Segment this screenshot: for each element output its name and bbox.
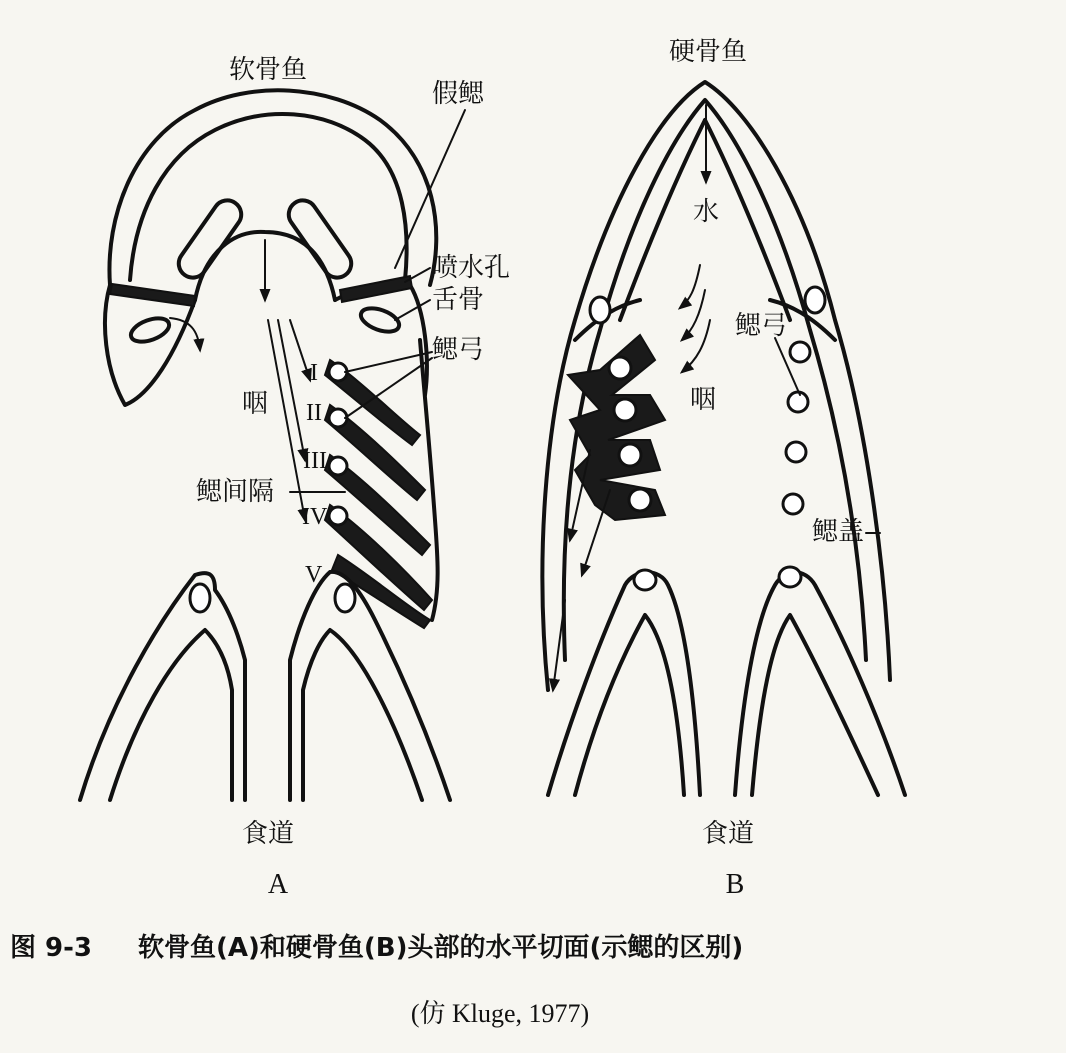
gill-arch-label-a: 鳃弓 — [432, 335, 485, 365]
esophagus-label-b: 食道 — [701, 819, 755, 849]
pharynx-flow-arrow-1 — [680, 265, 700, 308]
operculum-label: 鳃盖 — [812, 517, 865, 547]
bony-right-lower-wall-outer — [735, 572, 905, 795]
bony-left-lower-wall-outer — [548, 572, 700, 795]
roman-numeral-4: IV — [302, 504, 328, 530]
bony-left-lower-opening — [634, 570, 656, 590]
right-gill-arch-2 — [788, 392, 808, 412]
pseudobranch-leader — [395, 110, 465, 268]
pseudobranch-label: 假鳃 — [432, 79, 485, 109]
bony-upper-left-opening — [590, 297, 610, 323]
pharynx-label-a: 咽 — [242, 389, 269, 419]
gill-arch-leader-1 — [345, 352, 432, 372]
right-gill-arch-4 — [783, 494, 803, 514]
cartilaginous-head-outline — [109, 90, 436, 285]
left-jaw-band — [110, 284, 195, 306]
panel-b-title: 硬骨鱼 — [668, 37, 748, 67]
left-lower-opening — [190, 584, 210, 612]
bony-gill-arch-3 — [619, 444, 641, 466]
right-gill-arch-3 — [786, 442, 806, 462]
right-lower-opening — [335, 584, 355, 612]
figure-number: 图 9-3 — [10, 933, 93, 963]
spiracle-label: 喷水孔 — [432, 253, 511, 283]
roman-numeral-5: V — [305, 562, 323, 588]
left-body-wall-inner — [110, 630, 232, 800]
hyoid-label: 舌骨 — [432, 285, 485, 315]
bony-right-lower-wall-inner — [752, 615, 878, 795]
esophagus-label-a: 食道 — [241, 819, 295, 849]
panel-a-diagram — [80, 55, 510, 900]
bony-gill-arch-4 — [629, 489, 651, 511]
panel-b-letter: B — [725, 869, 745, 900]
cartilaginous-head-inner — [130, 114, 407, 280]
figure-source: (仿 Kluge, 1977) — [410, 999, 590, 1028]
panel-b-diagram — [542, 37, 905, 900]
roman-numeral-3: III — [303, 448, 327, 474]
gill-arch-node-4 — [329, 507, 347, 525]
spiracle-leader — [405, 268, 430, 282]
pharynx-flow-arrow-2 — [682, 290, 705, 340]
roman-numeral-2: II — [306, 400, 322, 426]
roman-numeral-1: I — [310, 360, 318, 386]
right-body-wall-inner — [303, 630, 422, 800]
right-gill-arch-1 — [790, 342, 810, 362]
gill-arch-label-b: 鳃弓 — [735, 311, 788, 341]
panel-a-title: 软骨鱼 — [228, 55, 308, 85]
pharynx-arrow-2 — [278, 320, 305, 460]
pharynx-arrow-3 — [290, 320, 310, 380]
right-jaw-band — [340, 276, 412, 302]
bony-gill-arch-1 — [609, 357, 631, 379]
pharynx-label-b: 咽 — [690, 385, 717, 415]
pharynx-flow-arrow-3 — [682, 320, 710, 372]
bony-left-lower-wall-inner — [575, 615, 684, 795]
bony-gill-arches — [568, 335, 665, 520]
left-body-wall-outer — [80, 573, 245, 800]
left-lobe-opening — [128, 314, 172, 346]
gill-arch-node-3 — [329, 457, 347, 475]
water-label: 水 — [692, 197, 720, 227]
gill-septum-label: 鳃间隔 — [196, 477, 275, 507]
panel-a-letter: A — [267, 869, 289, 900]
gill-outer-wall — [420, 340, 438, 620]
bony-upper-right-opening — [805, 287, 825, 313]
bony-right-lower-opening — [779, 567, 801, 587]
hyoid-leader — [395, 300, 430, 320]
bony-gill-arch-2 — [614, 399, 636, 421]
figure-caption: 软骨鱼(A)和硬骨鱼(B)头部的水平切面(示鳃的区别) — [138, 933, 744, 963]
